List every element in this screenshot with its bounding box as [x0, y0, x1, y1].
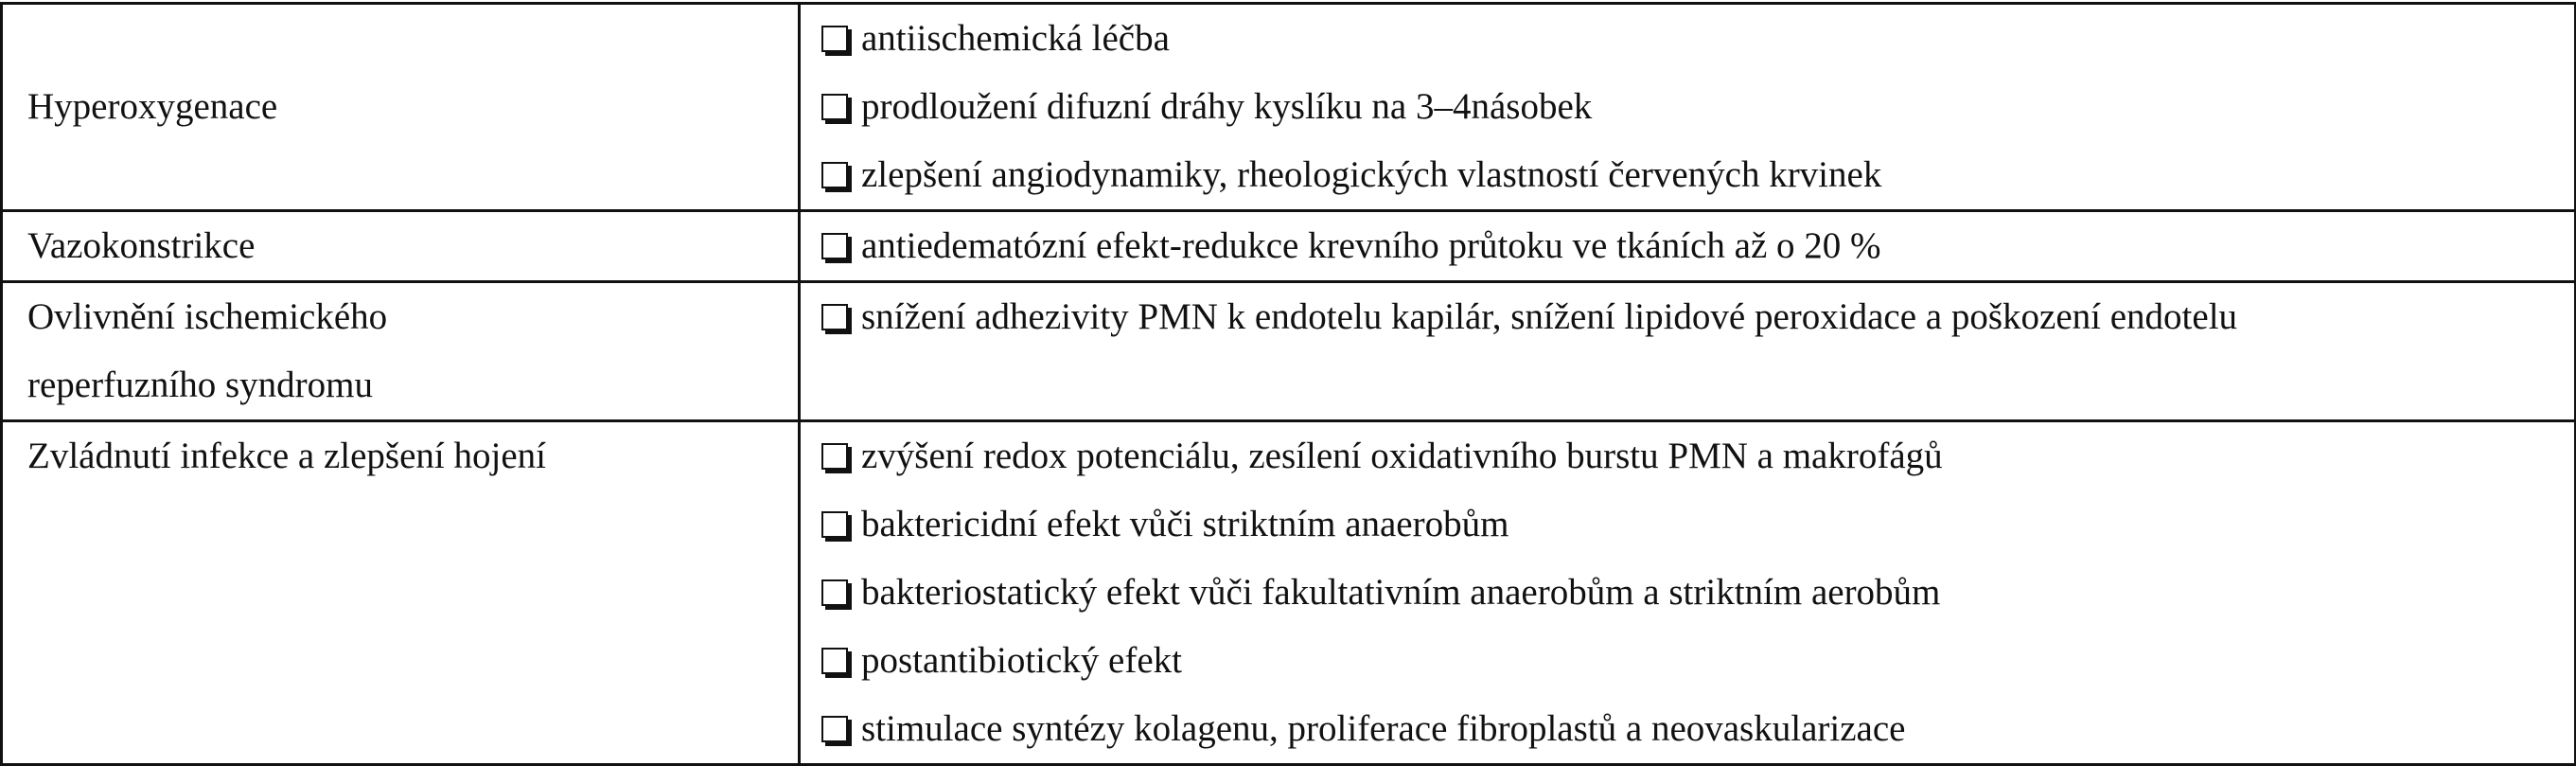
mechanism-cell: [2, 421, 800, 765]
effect-text: antiedematózní efekt-redukce krevního průtoku ve tkáních až o 20 %: [861, 225, 1881, 266]
effect-text: zlepšení angiodynamiky, rheologických vlastností červených krvinek: [861, 154, 1882, 195]
list-item: [801, 627, 2574, 695]
mechanism-label: [3, 73, 798, 141]
effects-cell: [800, 4, 2576, 211]
effect-text: bakteriostatický efekt vůči fakultativním anaerobům a striktním aerobům: [861, 572, 1941, 613]
list-item: [801, 559, 2574, 627]
mechanism-text: Hyperoxygenace: [27, 86, 278, 127]
list-item: [801, 73, 2574, 141]
checkbox-icon: [821, 94, 848, 120]
effects-cell: [800, 211, 2576, 282]
effect-text: antiischemická léčba: [861, 18, 1170, 59]
list-item: [801, 141, 2574, 209]
list-item: [801, 695, 2574, 763]
list-item: [801, 490, 2574, 559]
effects-list: [801, 422, 2574, 763]
mechanism-label: [3, 283, 798, 419]
mechanism-cell: [2, 4, 800, 211]
list-item: [801, 283, 2574, 351]
checkbox-icon: [821, 716, 848, 742]
effects-cell: [800, 421, 2576, 765]
mechanism-text: reperfuzního syndromu: [27, 365, 373, 405]
mechanism-text: Ovlivnění ischemického: [27, 296, 388, 337]
table-row: [2, 4, 2576, 211]
mechanism-text: Vazokonstrikce: [27, 225, 256, 266]
effect-text: prodloužení difuzní dráhy kyslíku na 3–4násobek: [861, 86, 1593, 127]
effects-list: [801, 212, 2574, 280]
mechanism-cell: [2, 282, 800, 421]
mechanism-cell: [2, 211, 800, 282]
table-row: [2, 211, 2576, 282]
mechanism-text: Zvládnutí infekce a zlepšení hojení: [27, 436, 546, 476]
effects-list: [801, 283, 2574, 351]
checkbox-icon: [821, 648, 848, 674]
effect-text: snížení adhezivity PMN k endotelu kapilár, snížení lipidové peroxidace a poškození endotelu: [861, 296, 2238, 337]
checkbox-icon: [821, 443, 848, 470]
list-item: [801, 212, 2574, 280]
checkbox-icon: [821, 579, 848, 606]
checkbox-icon: [821, 162, 848, 188]
checkbox-icon: [821, 26, 848, 52]
list-item: [801, 5, 2574, 73]
effect-text: stimulace syntézy kolagenu, proliferace fibroplastů a neovaskularizace: [861, 708, 1906, 749]
checkbox-icon: [821, 304, 848, 330]
mechanism-label: [3, 212, 798, 280]
effects-list: [801, 5, 2574, 209]
list-item: [801, 422, 2574, 490]
checkbox-icon: [821, 511, 848, 538]
effects-table: [0, 2, 2576, 766]
table-row: [2, 421, 2576, 765]
effects-cell: [800, 282, 2576, 421]
effect-text: postantibiotický efekt: [861, 640, 1183, 681]
mechanism-label: [3, 422, 798, 490]
effect-text: zvýšení redox potenciálu, zesílení oxidativního burstu PMN a makrofágů: [861, 436, 1943, 476]
effect-text: baktericidní efekt vůči striktním anaerobům: [861, 504, 1509, 544]
table-row: [2, 282, 2576, 421]
checkbox-icon: [821, 233, 848, 259]
